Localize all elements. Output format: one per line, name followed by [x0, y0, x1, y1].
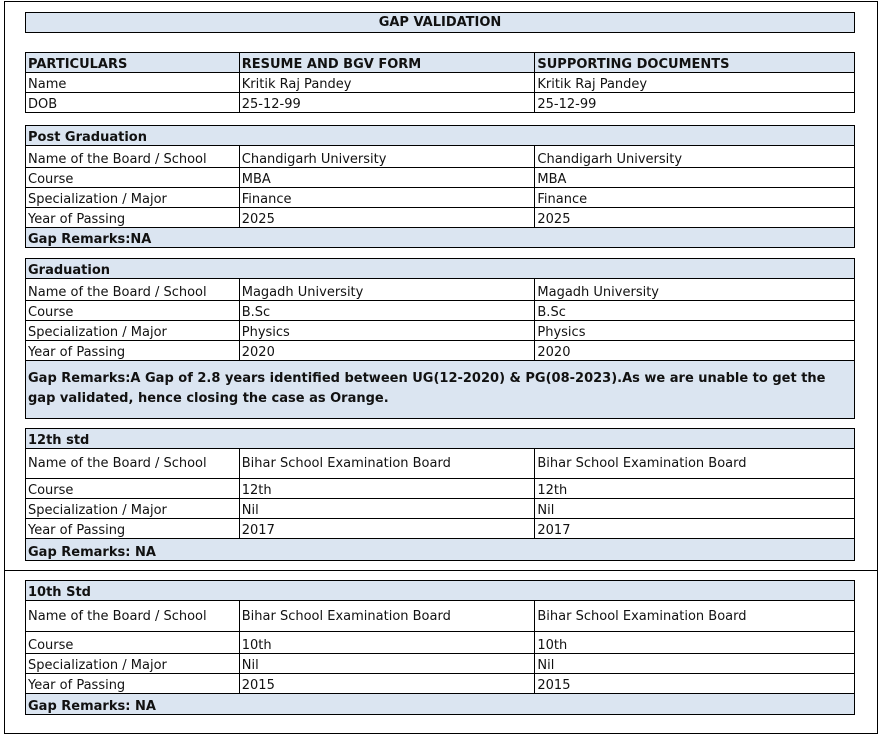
table-row	[26, 519, 855, 539]
row-label: Name	[26, 73, 240, 92]
row-label: Course	[26, 168, 240, 187]
resume-value: Bihar School Examination Board	[240, 449, 536, 478]
header-resume: RESUME AND BGV FORM	[240, 53, 536, 72]
docs-value: 2015	[535, 674, 855, 693]
row-label: DOB	[26, 93, 240, 112]
gap-remarks-row	[26, 361, 855, 419]
row-label: Specialization / Major	[26, 654, 240, 673]
resume-value: MBA	[240, 168, 536, 187]
row-label: Course	[26, 632, 240, 653]
section-heading-text: Graduation	[26, 259, 855, 278]
section-heading	[26, 581, 855, 601]
row-label: Course	[26, 301, 240, 320]
row-label: Year of Passing	[26, 208, 240, 227]
table-row	[26, 654, 855, 674]
table-row	[26, 674, 855, 694]
twelfth-section	[25, 428, 855, 561]
resume-value: Finance	[240, 188, 536, 207]
resume-value: 2015	[240, 674, 536, 693]
docs-value: B.Sc	[535, 301, 855, 320]
docs-value: MBA	[535, 168, 855, 187]
table-row	[26, 449, 855, 479]
resume-value: 2017	[240, 519, 536, 538]
row-label: Specialization / Major	[26, 499, 240, 518]
resume-value: 10th	[240, 632, 536, 653]
gap-remarks: Gap Remarks: NA	[26, 694, 855, 714]
docs-value: Magadh University	[535, 279, 855, 300]
gap-remarks-row	[26, 694, 855, 715]
docs-value: 2025	[535, 208, 855, 227]
gap-remarks: Gap Remarks: NA	[26, 539, 855, 560]
docs-value: 2017	[535, 519, 855, 538]
resume-value: Nil	[240, 499, 536, 518]
section-heading-text: 10th Std	[26, 581, 855, 600]
section-heading	[26, 259, 855, 279]
docs-value: 12th	[535, 479, 855, 498]
graduation-section	[25, 258, 855, 419]
table-row	[26, 301, 855, 321]
docs-value: 10th	[535, 632, 855, 653]
docs-value: Nil	[535, 654, 855, 673]
gap-remarks: Gap Remarks:NA	[26, 228, 855, 247]
table-row	[26, 168, 855, 188]
table-row	[26, 341, 855, 361]
header-row	[26, 53, 855, 73]
row-label: Name of the Board / School	[26, 146, 240, 167]
docs-value: Bihar School Examination Board	[535, 449, 855, 478]
resume-value: 2025	[240, 208, 536, 227]
row-label: Course	[26, 479, 240, 498]
section-heading-text: Post Graduation	[26, 126, 855, 145]
docs-value: Kritik Raj Pandey	[535, 73, 855, 92]
resume-value: Nil	[240, 654, 536, 673]
table-row	[26, 208, 855, 228]
section-heading-text: 12th std	[26, 429, 855, 448]
docs-value: 2020	[535, 341, 855, 360]
table-row	[26, 146, 855, 168]
resume-value: Bihar School Examination Board	[240, 601, 536, 631]
resume-value: Kritik Raj Pandey	[240, 73, 536, 92]
resume-value: Chandigarh University	[240, 146, 536, 167]
docs-value: 25-12-99	[535, 93, 855, 112]
gap-remarks-row	[26, 228, 855, 248]
resume-value: 12th	[240, 479, 536, 498]
table-row	[26, 601, 855, 632]
resume-value: 25-12-99	[240, 93, 536, 112]
resume-value: B.Sc	[240, 301, 536, 320]
tenth-section	[25, 580, 855, 715]
docs-value: Physics	[535, 321, 855, 340]
docs-value: Bihar School Examination Board	[535, 601, 855, 631]
row-label: Year of Passing	[26, 341, 240, 360]
gap-remarks-row	[26, 539, 855, 561]
resume-value: 2020	[240, 341, 536, 360]
table-row	[26, 499, 855, 519]
table-row	[26, 321, 855, 341]
table-row	[26, 93, 855, 113]
docs-value: Chandigarh University	[535, 146, 855, 167]
table-row	[26, 632, 855, 654]
row-label: Name of the Board / School	[26, 601, 240, 631]
docs-value: Finance	[535, 188, 855, 207]
resume-value: Physics	[240, 321, 536, 340]
gap-remarks: Gap Remarks:A Gap of 2.8 years identified between UG(12-2020) & PG(08-2023).As we are unable to get the gap validated, hence closing the case as Orange.	[26, 361, 855, 418]
resume-value: Magadh University	[240, 279, 536, 300]
post-graduation-section	[25, 125, 855, 248]
row-label: Specialization / Major	[26, 321, 240, 340]
row-label: Name of the Board / School	[26, 279, 240, 300]
table-row	[26, 479, 855, 499]
table-row	[26, 279, 855, 301]
row-label: Specialization / Major	[26, 188, 240, 207]
page-title: GAP VALIDATION	[25, 12, 855, 33]
table-row	[26, 73, 855, 93]
section-heading	[26, 126, 855, 146]
row-label: Name of the Board / School	[26, 449, 240, 478]
docs-value: Nil	[535, 499, 855, 518]
section-heading	[26, 429, 855, 449]
table-row	[26, 188, 855, 208]
particulars-table	[25, 52, 855, 113]
header-docs: SUPPORTING DOCUMENTS	[535, 53, 855, 72]
header-particulars: PARTICULARS	[26, 53, 240, 72]
row-label: Year of Passing	[26, 519, 240, 538]
row-label: Year of Passing	[26, 674, 240, 693]
